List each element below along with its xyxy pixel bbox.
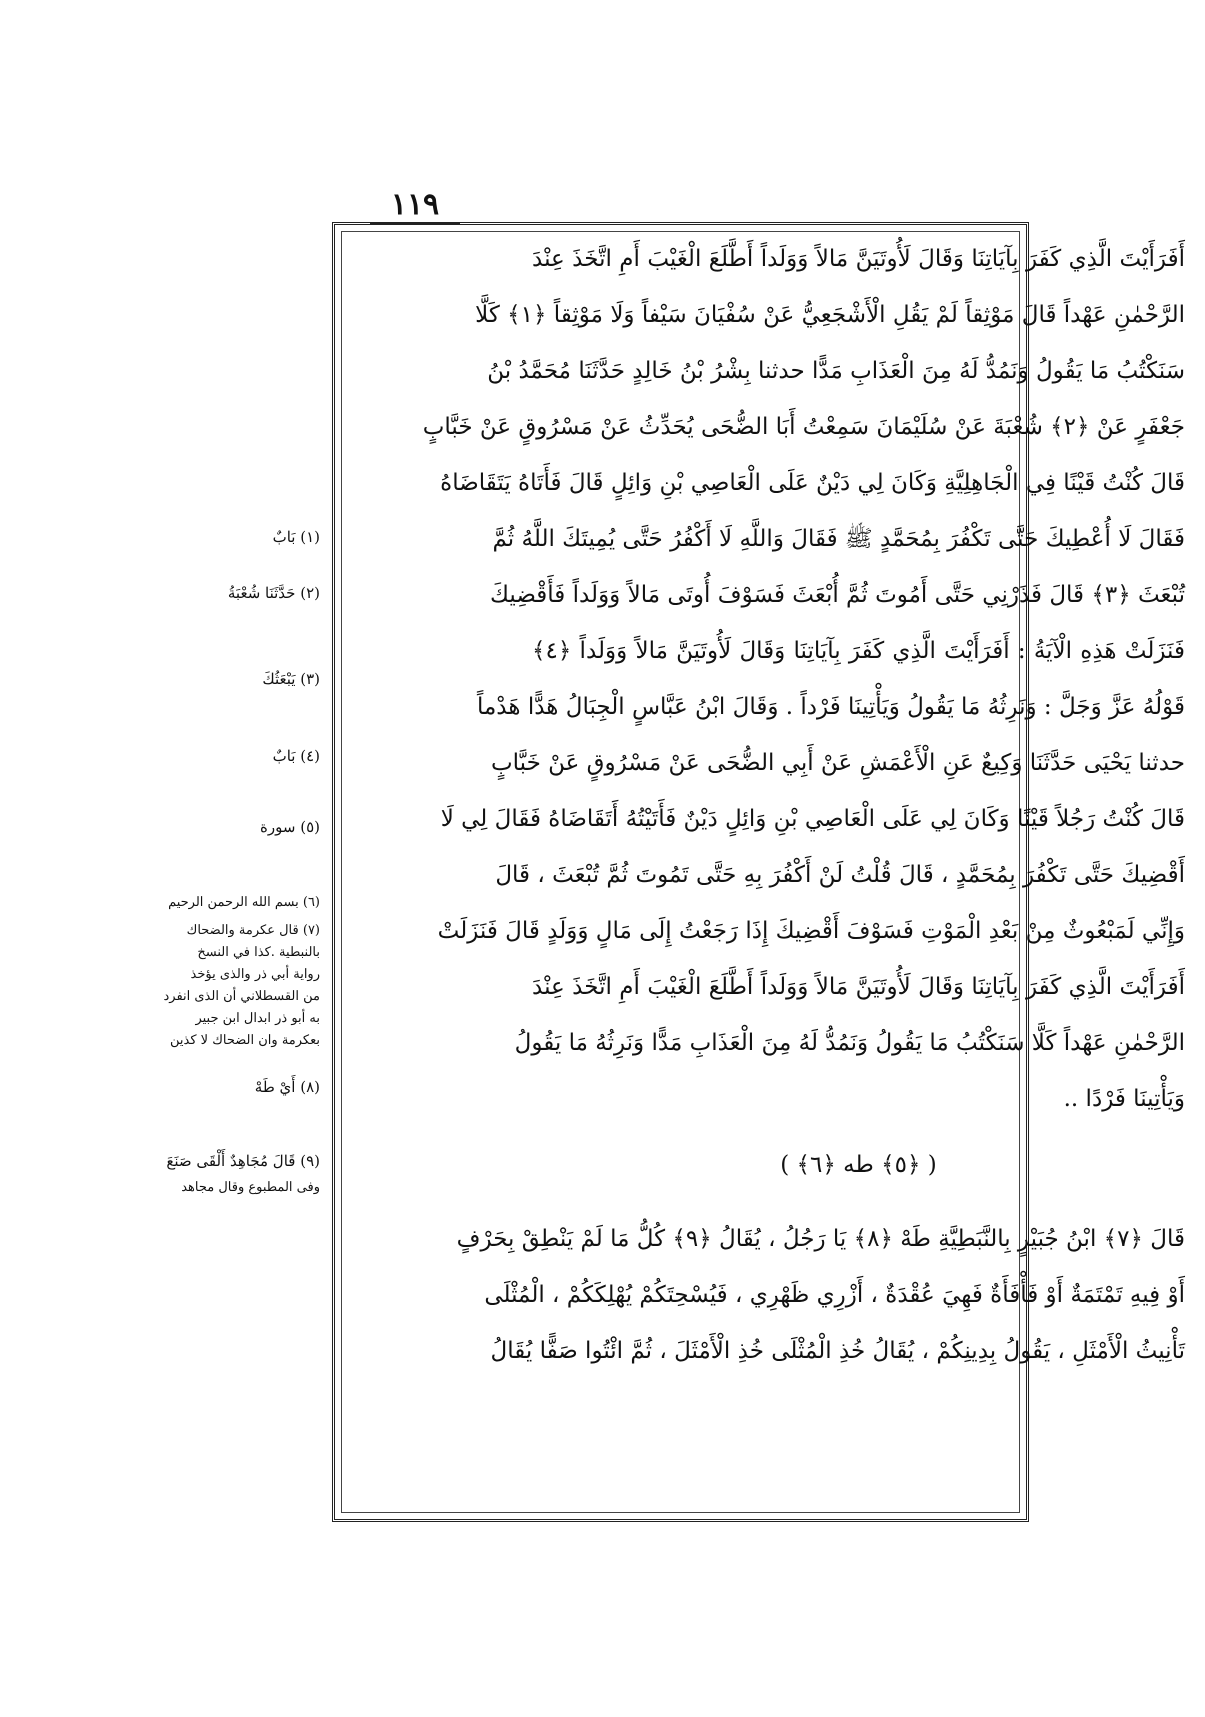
main-text-line: الرَّحْمٰنِ عَهْداً قَالَ مَوْثِقاً لَمْ يَقُلِ الْأَشْجَعِيُّ عَنْ سُفْيَانَ سَيْفاً وَلَا مَوْثِقاً ﴿١﴾ كَلَّا [475,302,1185,328]
margin-note: (٧) قال عكرمة والضحاك [186,923,320,938]
main-text-line: أَقْضِيكَ حَتَّى تَكْفُرَ بِمُحَمَّدٍ ، قَالَ قُلْتُ لَنْ أَكْفُرَ بِهِ حَتَّى تَمُوتَ ثُمَّ تُبْعَثَ ، قَالَ [495,862,1185,888]
main-text-line: سَنَكْتُبُ مَا يَقُولُ وَنَمُدُّ لَهُ مِنَ الْعَذَابِ مَدًّا حدثنا بِشْرُ بْنُ خَالِدٍ حَدَّثَنَا مُحَمَّدُ بْنُ [487,358,1185,384]
main-text-line: قَالَ كُنْتُ رَجُلاً قَيْنًا وَكَانَ لِي عَلَى الْعَاصِي بْنِ وَائِلٍ دَيْنٌ فَأَتَيْتُهُ أَتَقَاضَاهُ فَقَالَ لِي لَا [440,806,1185,832]
main-text-line: فَنَزَلَتْ هَذِهِ الْآيَةُ : أَفَرَأَيْتَ الَّذِي كَفَرَ بِآيَاتِنَا وَقَالَ لَأُوتَيَنَّ مَالاً وَوَلَداً ﴿٤﴾ [532,638,1185,664]
main-text-line: قَوْلُهُ عَزَّ وَجَلَّ : وَنَرِثُهُ مَا يَقُولُ وَيَأْتِينَا فَرْداً . وَقَالَ ابْنُ عَبَّاسٍ الْجِبَالُ هَدًّا هَدْماً [476,694,1185,720]
margin-note: (٨) أَيْ طَهْ [254,1078,320,1096]
margin-note: (٢) حَدَّثَنَا شُعْبَةُ [227,584,320,602]
main-text-line: فَقَالَ لَا أُعْطِيكَ حَتَّى تَكْفُرَ بِمُحَمَّدٍ ﷺ فَقَالَ وَاللَّهِ لَا أَكْفُرُ حَتَّى يُمِيتَكَ اللَّهُ ثُمَّ [492,526,1185,552]
main-text-line: الرَّحْمٰنِ عَهْداً كَلَّا سَنَكْتُبُ مَا يَقُولُ وَنَمُدُّ لَهُ مِنَ الْعَذَابِ مَدًّا وَنَرِثُهُ مَا يَقُولُ [514,1030,1185,1056]
main-text-line: قَالَ كُنْتُ قَيْنًا فِي الْجَاهِلِيَّةِ وَكَانَ لِي دَيْنٌ عَلَى الْعَاصِي بْنِ وَائِلٍ قَالَ فَأَتَاهُ يَتَقَاضَاهُ [440,470,1185,496]
margin-note: (٣) يَبْعَثُكَ [262,670,320,688]
page-number: ١١٩ [370,188,460,224]
main-text-line: قَالَ ﴿٧﴾ ابْنُ جُبَيْرٍ بِالنَّبَطِيَّةِ طَهْ ﴿٨﴾ يَا رَجُلُ ، يُقَالُ ﴿٩﴾ كُلُّ مَا لَمْ يَنْطِقْ بِحَرْفٍ [456,1226,1185,1252]
main-text-line: وَإِنِّي لَمَبْعُوثٌ مِنْ بَعْدِ الْمَوْتِ فَسَوْفَ أَقْضِيكَ إِذَا رَجَعْتُ إِلَى مَالٍ وَوَلَدٍ قَالَ فَنَزَلَتْ [437,918,1185,944]
chapter-heading: ( ﴿٥﴾ طه ﴿٦﴾ ) [780,1152,937,1178]
margin-note: من القسطلاني أن الذى انفرد [163,989,320,1004]
main-text-line: تُبْعَثَ ﴿٣﴾ قَالَ فَذَرْنِي حَتَّى أَمُوتَ ثُمَّ أُبْعَثَ فَسَوْفَ أُوتَى مَالاً وَوَلَداً فَأَقْضِيكَ [490,582,1185,608]
margin-note: (٩) قَالَ مُجَاهِدٌ أَلْقَى صَنَعَ [166,1152,320,1170]
main-text-line: وَيَأْتِينَا فَرْدًا .. [1063,1086,1185,1112]
margin-note: (١) بَابٌ [272,528,320,546]
margin-note: (٦) بسم الله الرحمن الرحيم [168,895,320,910]
main-text-line: تَأْنِيثُ الْأَمْثَلِ ، يَقُولُ بِدِينِكُمْ ، يُقَالُ خُذِ الْمُثْلَى خُذِ الْأَمْثَلَ ، ثُمَّ ائْتُوا صَفًّا يُقَالُ [490,1338,1185,1364]
margin-note: (٥) سورة [260,818,320,836]
margin-note: وفى المطبوع وقال مجاهد [181,1180,320,1195]
margin-note: رواية أبي ذر والذى يؤخذ [190,967,320,982]
margin-note: بالنبطية .كذا في النسخ [197,945,320,960]
main-text-line: أَوْ فِيهِ تَمْتَمَةٌ أَوْ فَأْفَأَةٌ فَهِيَ عُقْدَةٌ ، أَزْرِي ظَهْرِي ، فَيُسْحِتَكُمْ يُهْلِكَكُمْ ، الْمُثْلَى [484,1282,1185,1308]
main-text-line: أَفَرَأَيْتَ الَّذِي كَفَرَ بِآيَاتِنَا وَقَالَ لَأُوتَيَنَّ مَالاً وَوَلَداً أَطَّلَعَ الْغَيْبَ أَمِ اتَّخَذَ عِنْدَ [532,246,1185,272]
main-text-line: حدثنا يَحْيَى حَدَّثَنَا وَكِيعٌ عَنِ الْأَعْمَشِ عَنْ أَبِي الضُّحَى عَنْ مَسْرُوقٍ عَنْ خَبَّابٍ [490,750,1185,776]
margin-note: به أبو ذر ابدال ابن جبير [195,1011,320,1026]
main-text-line: جَعْفَرٍ عَنْ ﴿٢﴾ شُعْبَةَ عَنْ سُلَيْمَانَ سَمِعْتُ أَبَا الضُّحَى يُحَدِّثُ عَنْ مَسْرُوقٍ عَنْ خَبَّابٍ [422,414,1185,440]
margin-note: (٤) بَابٌ [272,747,320,765]
main-text-line: أَفَرَأَيْتَ الَّذِي كَفَرَ بِآيَاتِنَا وَقَالَ لَأُوتَيَنَّ مَالاً وَوَلَداً أَطَّلَعَ الْغَيْبَ أَمِ اتَّخَذَ عِنْدَ [532,974,1185,1000]
margin-note: بعكرمة وان الضحاك لا كذين [170,1033,320,1048]
